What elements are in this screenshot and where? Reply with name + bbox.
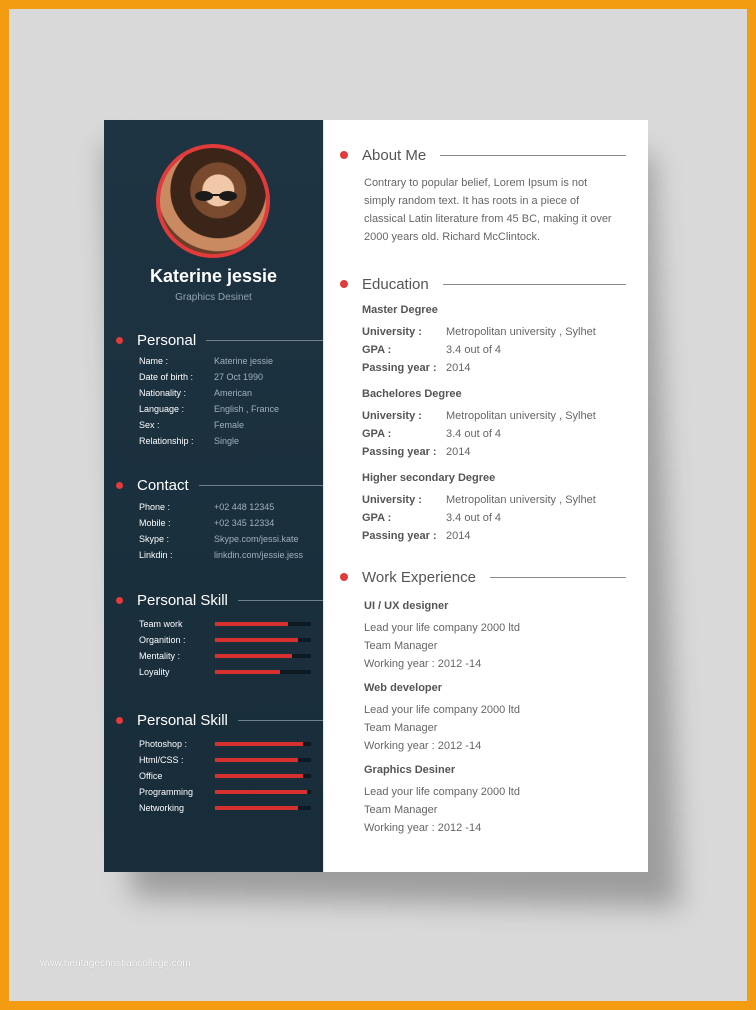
personal-label: Name : bbox=[139, 356, 169, 366]
job-position: Team Manager bbox=[364, 722, 438, 734]
section-title: Personal Skill bbox=[137, 591, 228, 609]
skill-bar-fill bbox=[215, 654, 292, 658]
profile-photo bbox=[156, 144, 270, 258]
skill-bar-fill bbox=[215, 742, 303, 746]
skill-bar-fill bbox=[215, 790, 307, 794]
contact-label: Skype : bbox=[139, 534, 170, 544]
skill-bar bbox=[215, 654, 311, 658]
skill-label: Programming bbox=[139, 787, 194, 797]
company-name: Lead your life company 2000 ltd bbox=[364, 786, 520, 798]
contact-label: Phone : bbox=[139, 502, 171, 512]
section-education bbox=[340, 275, 626, 293]
skill-bar-fill bbox=[215, 670, 280, 674]
education-value: 3.4 out of 4 bbox=[446, 428, 502, 440]
personal-row bbox=[139, 404, 319, 420]
skill-row bbox=[139, 768, 319, 784]
education-row bbox=[362, 344, 622, 362]
skill-bar bbox=[215, 622, 311, 626]
personal-row bbox=[139, 388, 319, 404]
skill-bar bbox=[215, 670, 311, 674]
education-row bbox=[362, 362, 622, 380]
education-label: GPA : bbox=[362, 344, 392, 356]
education-row bbox=[362, 512, 622, 530]
work-item bbox=[364, 682, 624, 764]
education-row bbox=[362, 326, 622, 344]
contact-value: +02 345 12334 bbox=[214, 518, 275, 528]
divider bbox=[206, 340, 323, 341]
skill-row bbox=[139, 752, 319, 768]
main-content bbox=[323, 120, 648, 872]
section-title: Contact bbox=[137, 476, 189, 494]
degree-title: Bachelores Degree bbox=[362, 388, 462, 400]
contact-row bbox=[139, 550, 319, 566]
skill-bar bbox=[215, 790, 311, 794]
skill-label: Organition : bbox=[139, 635, 186, 645]
divider bbox=[199, 485, 323, 486]
contact-label: Mobile : bbox=[139, 518, 171, 528]
personal-label: Nationality : bbox=[139, 388, 187, 398]
personal-value: English , France bbox=[214, 404, 280, 414]
skill-bar bbox=[215, 742, 311, 746]
company-name: Lead your life company 2000 ltd bbox=[364, 622, 520, 634]
personal-value: Female bbox=[214, 420, 245, 430]
degree-title: Master Degree bbox=[362, 304, 438, 316]
contact-label: Linkdin : bbox=[139, 550, 173, 560]
job-position: Team Manager bbox=[364, 640, 438, 652]
education-row bbox=[362, 494, 622, 512]
education-row bbox=[362, 446, 622, 464]
skill-bar-fill bbox=[215, 758, 298, 762]
skill-label: Networking bbox=[139, 803, 185, 813]
skill-row bbox=[139, 784, 319, 800]
education-value: 2014 bbox=[446, 530, 471, 542]
education-value: Metropolitan university , Sylhet bbox=[446, 326, 596, 338]
skill-bar bbox=[215, 806, 311, 810]
contact-row bbox=[139, 534, 319, 550]
skill-bar bbox=[215, 758, 311, 762]
personal-label: Relationship : bbox=[139, 436, 194, 446]
section-title: Work Experience bbox=[362, 568, 476, 586]
skill-bar-fill bbox=[215, 622, 288, 626]
job-years: Working year : 2012 -14 bbox=[364, 740, 482, 752]
contact-value: +02 448 12345 bbox=[214, 502, 275, 512]
skill-label: Photoshop : bbox=[139, 739, 188, 749]
section-work bbox=[340, 568, 626, 586]
education-label: University : bbox=[362, 494, 422, 506]
skill-list-2 bbox=[139, 736, 319, 816]
person-role: Graphics Desinet bbox=[175, 292, 252, 303]
personal-list bbox=[139, 356, 319, 452]
skill-bar-fill bbox=[215, 774, 303, 778]
education-label: GPA : bbox=[362, 428, 392, 440]
skill-bar bbox=[215, 638, 311, 642]
education-item bbox=[362, 304, 622, 388]
education-label: Passing year : bbox=[362, 446, 437, 458]
sidebar bbox=[104, 120, 323, 872]
education-label: Passing year : bbox=[362, 362, 437, 374]
skill-label: Html/CSS : bbox=[139, 755, 184, 765]
work-list bbox=[364, 600, 624, 846]
bullet-icon bbox=[116, 717, 123, 724]
skill-row bbox=[139, 664, 319, 680]
education-value: 3.4 out of 4 bbox=[446, 512, 502, 524]
skill-row bbox=[139, 632, 319, 648]
personal-row bbox=[139, 420, 319, 436]
bullet-icon bbox=[116, 597, 123, 604]
personal-row bbox=[139, 436, 319, 452]
about-text: Contrary to popular belief, Lorem Ipsum is not simply random text. It has roots in a piece of classical Latin literature from 45 BC, making it over 2000 years old. Richard McClintock. bbox=[364, 177, 612, 243]
section-skill-1 bbox=[116, 592, 323, 608]
skill-row bbox=[139, 800, 319, 816]
personal-value: Single bbox=[214, 436, 240, 446]
job-title: Graphics Desiner bbox=[364, 764, 456, 776]
personal-value: 27 Oct 1990 bbox=[214, 372, 264, 382]
job-title: UI / UX designer bbox=[364, 600, 449, 612]
job-years: Working year : 2012 -14 bbox=[364, 658, 482, 670]
education-value: 2014 bbox=[446, 446, 471, 458]
work-item bbox=[364, 600, 624, 682]
bullet-icon bbox=[116, 482, 123, 489]
education-item bbox=[362, 472, 622, 556]
divider bbox=[238, 720, 323, 721]
education-row bbox=[362, 410, 622, 428]
personal-value: Katerine jessie bbox=[214, 356, 274, 366]
divider bbox=[238, 600, 323, 601]
job-title: Web developer bbox=[364, 682, 443, 694]
skill-label: Team work bbox=[139, 619, 183, 629]
contact-value: Skype.com/jessi.kate bbox=[214, 534, 299, 544]
personal-value: American bbox=[214, 388, 253, 398]
skill-row bbox=[139, 648, 319, 664]
contact-row bbox=[139, 518, 319, 534]
degree-title: Higher secondary Degree bbox=[362, 472, 496, 484]
education-value: Metropolitan university , Sylhet bbox=[446, 494, 596, 506]
divider bbox=[440, 155, 626, 156]
job-position: Team Manager bbox=[364, 804, 438, 816]
bullet-icon bbox=[340, 151, 348, 159]
divider bbox=[490, 577, 626, 578]
education-value: 3.4 out of 4 bbox=[446, 344, 502, 356]
skill-bar bbox=[215, 774, 311, 778]
personal-row bbox=[139, 372, 319, 388]
personal-label: Sex : bbox=[139, 420, 160, 430]
company-name: Lead your life company 2000 ltd bbox=[364, 704, 520, 716]
section-personal bbox=[116, 332, 323, 348]
skill-bar-fill bbox=[215, 638, 298, 642]
section-skill-2 bbox=[116, 712, 323, 728]
divider bbox=[443, 284, 626, 285]
contact-list bbox=[139, 502, 319, 566]
resume-page bbox=[104, 120, 648, 872]
education-label: University : bbox=[362, 410, 422, 422]
education-label: GPA : bbox=[362, 512, 392, 524]
bullet-icon bbox=[340, 573, 348, 581]
section-title: Education bbox=[362, 275, 429, 293]
skill-list-1 bbox=[139, 616, 319, 680]
skill-row bbox=[139, 736, 319, 752]
contact-row bbox=[139, 502, 319, 518]
contact-value: linkdin.com/jessie.jess bbox=[214, 550, 304, 560]
education-row bbox=[362, 428, 622, 446]
section-title: About Me bbox=[362, 146, 427, 164]
skill-bar-fill bbox=[215, 806, 298, 810]
job-years: Working year : 2012 -14 bbox=[364, 822, 482, 834]
education-label: University : bbox=[362, 326, 422, 338]
education-item bbox=[362, 388, 622, 472]
education-row bbox=[362, 530, 622, 548]
skill-label: Loyality bbox=[139, 667, 170, 677]
skill-row bbox=[139, 616, 319, 632]
bullet-icon bbox=[340, 280, 348, 288]
education-value: 2014 bbox=[446, 362, 471, 374]
section-title: Personal bbox=[137, 331, 197, 349]
education-value: Metropolitan university , Sylhet bbox=[446, 410, 596, 422]
sunglasses-icon bbox=[194, 190, 238, 202]
person-name: Katerine jessie bbox=[149, 266, 278, 286]
work-item bbox=[364, 764, 624, 846]
education-list bbox=[362, 304, 622, 556]
personal-label: Language : bbox=[139, 404, 185, 414]
bullet-icon bbox=[116, 337, 123, 344]
skill-label: Office bbox=[139, 771, 163, 781]
skill-label: Mentality : bbox=[139, 651, 181, 661]
section-title: Personal Skill bbox=[137, 711, 228, 729]
section-about bbox=[340, 146, 626, 164]
personal-label: Date of birth : bbox=[139, 372, 194, 382]
education-label: Passing year : bbox=[362, 530, 437, 542]
watermark: www.heritagechristiancollege.com bbox=[40, 958, 191, 969]
personal-row bbox=[139, 356, 319, 372]
section-contact bbox=[116, 477, 323, 493]
